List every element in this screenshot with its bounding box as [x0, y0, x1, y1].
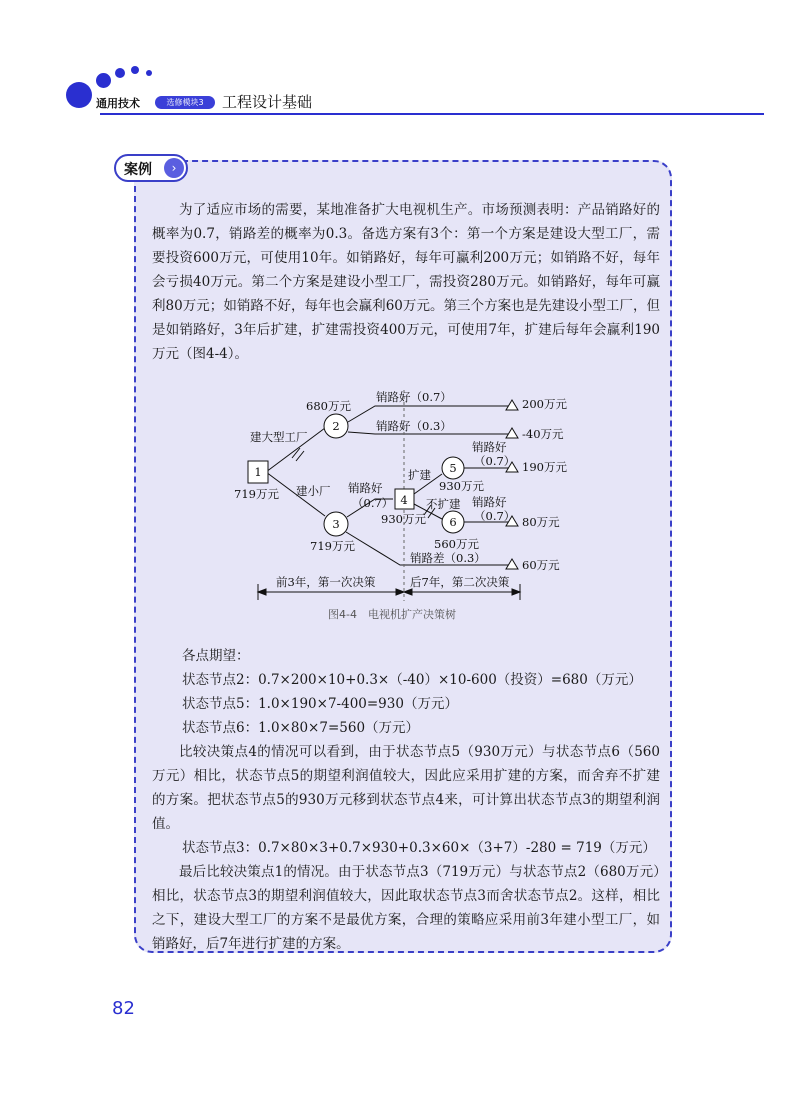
calc-heading: 各点期望：: [182, 648, 250, 664]
terminal-m40: [506, 428, 518, 438]
calc-node3: 状态节点3：0.7×80×3+0.7×930+0.3×60×（3+7）-280 = 719（万元）: [182, 840, 656, 856]
calc-node5: 状态节点5：1.0×190×7-400=930（万元）: [182, 696, 458, 712]
page-number: 82: [112, 998, 135, 1019]
node3-value: 719万元: [310, 539, 355, 553]
prob-07-label-5: （0.7）: [474, 454, 516, 468]
node3-label: 3: [332, 517, 340, 531]
good-label: 销路好: [348, 481, 383, 495]
decor-dot: [66, 82, 92, 108]
figure-caption: 图4-4 电视机扩产决策树: [328, 608, 456, 621]
terminal-200: [506, 400, 518, 410]
good-03-label: 销路好（0.3）: [376, 419, 452, 433]
case-intro: 为了适应市场的需要，某地准备扩大电视机生产。市场预测表明：产品销路好的概率为0.7，销路差的概率为0.3。备选方案有3个：第一个方案是建设大型工厂，需要投资600万元，可使用10年。如销路好，每年可赢利200万元；如销路不好，每年会亏损40万元。第二个方案是建设小型工厂，需投资280万元。如销路好，每年可赢利80万元；如销路不好，每年也会赢利60万元。第三个方案也是先建设小型工厂，但是如销路好，3年后扩建，扩建需投资400万元，可使用7年，扩建后每年会赢利190万元（图4-4）。: [152, 202, 660, 362]
outcome-200: 200万元: [522, 397, 567, 411]
module-badge: 选修模块3: [155, 96, 215, 109]
outcome-80: 80万元: [522, 515, 560, 529]
calc-node6: 状态节点6：1.0×80×7=560（万元）: [182, 720, 420, 736]
good-label-6: 销路好: [472, 495, 507, 509]
node1-value: 719万元: [234, 487, 279, 501]
prob-07-label-6: （0.7）: [474, 509, 516, 523]
outcome-m40: -40万元: [522, 427, 564, 441]
header-rule: [100, 113, 764, 115]
node4-value: 930万元: [381, 512, 426, 526]
no-expand-label: 不扩建: [426, 497, 461, 511]
prob-07-label: （0.7）: [352, 496, 394, 510]
case-tab: [114, 154, 188, 182]
outcome-60: 60万元: [522, 558, 560, 572]
decor-dot: [96, 73, 111, 88]
good-07-label: 销路好（0.7）: [376, 390, 452, 404]
decor-dot: [146, 70, 152, 76]
good-label-5: 销路好: [472, 440, 507, 454]
chevron-right-icon: ›: [164, 158, 184, 178]
branch-large-label: 建大型工厂: [250, 430, 308, 444]
branch-small-label: 建小厂: [296, 484, 331, 498]
node4-label: 4: [400, 493, 408, 507]
page-header: [0, 0, 800, 120]
calc-node2: 状态节点2：0.7×200×10+0.3×（-40）×10-600（投资）=680（万元）: [182, 672, 642, 688]
decision-tree-diagram: [230, 388, 590, 606]
phase2-label: 后7年，第二次决策: [410, 575, 510, 589]
series-label: 通用技术: [96, 97, 140, 110]
final-conclusion: 最后比较决策点1的情况。由于状态节点3（719万元）与状态节点2（680万元）相比，状态节点3的期望利润值较大，因此取状态节点3而舍状态节点2。这样，相比之下，建设大型工厂的方案不是最优方案，合理的策略应采用前3年建小型工厂，如销路好，后7年进行扩建的方案。: [152, 864, 660, 952]
node6-label: 6: [449, 515, 457, 529]
node1-label: 1: [254, 465, 262, 479]
outcome-190: 190万元: [522, 460, 567, 474]
phase1-label: 前3年，第一次决策: [276, 575, 376, 589]
node2-label: 2: [332, 419, 340, 433]
node5-value: 930万元: [439, 479, 484, 493]
decor-dot: [131, 66, 139, 74]
node5-label: 5: [449, 461, 457, 475]
compare-node4: 比较决策点4的情况可以看到，由于状态节点5（930万元）与状态节点6（560万元）相比，状态节点5的期望利润值较大，因此应采用扩建的方案，而舍弃不扩建的方案。把状态节点5的930万元移到状态节点4来，可计算出状态节点3的期望利润值。: [152, 744, 660, 832]
bad-03-label: 销路差（0.3）: [410, 551, 486, 565]
chapter-title: 工程设计基础: [222, 93, 313, 111]
decor-dot: [115, 68, 125, 78]
node6-value: 560万元: [434, 537, 479, 551]
node2-value: 680万元: [306, 399, 351, 413]
case-label: 案例: [124, 162, 152, 178]
expand-label: 扩建: [408, 468, 431, 482]
terminal-60: [506, 559, 518, 569]
